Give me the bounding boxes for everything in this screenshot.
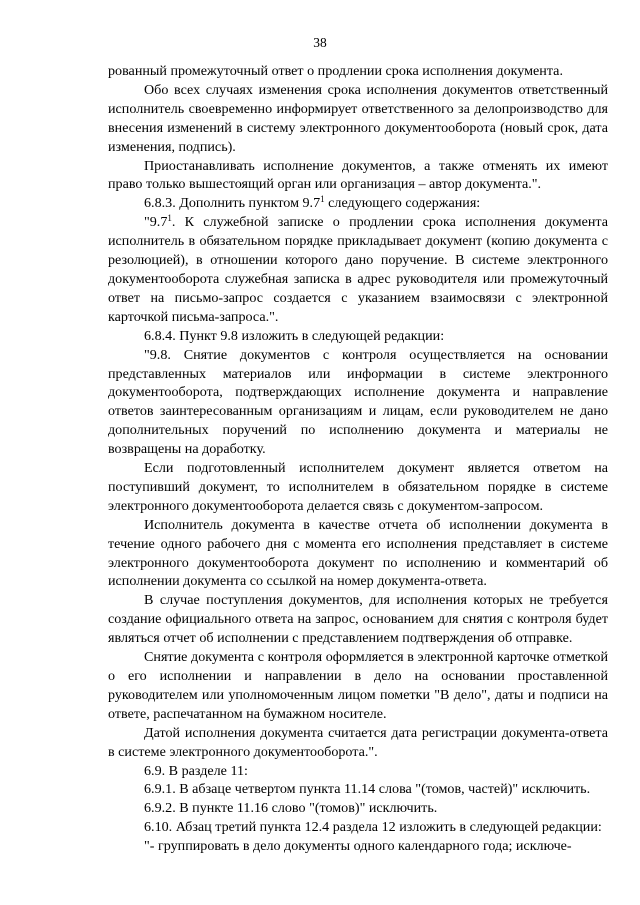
paragraph: Обо всех случаях изменения срока исполнения документов ответственный исполнитель своевременно информирует ответственного за делопроизводство для внесения изменений в систему электронного документооборота (новый срок, дата изменения, подпись).: [108, 81, 608, 155]
paragraph: "- группировать в дело документы одного календарного года; исключе-: [144, 838, 572, 855]
paragraph: 6.9.1. В абзаце четвертом пункта 11.14 слова "(томов, частей)" исключить.: [144, 781, 591, 798]
paragraph: В случае поступления документов, для исполнения которых не требуется создание официального ответа на запрос, основанием для снятия с контроля будет являться отчет об исполнении с представлением подтверждения об отправке.: [108, 592, 608, 647]
paragraph: 6.9. В разделе 11:: [144, 762, 248, 779]
paragraph: Снятие документа с контроля оформляется в электронной карточке отметкой о его исполнении и направлении в дело на основании проставленной руководителем или уполномоченным лицом пометки "В дело", даты и подписи на ответе, распечатанном на бумажном носителе.: [108, 649, 608, 722]
paragraph: рованный промежуточный ответ о продлении срока исполнения документа.: [108, 63, 563, 79]
paragraph: Приостанавливать исполнение документов, а также отменять их имеют право только вышестоящий орган или организация – автор документа.".: [108, 157, 608, 193]
text-run: "9.7: [144, 214, 168, 231]
superscript: 1: [167, 213, 172, 224]
text-run: . К служебной записке о продлении срока исполнения документа исполнитель в обязательном порядке прикладывает документ (копию документа с резолюцией), в отношении которого дано поручение. В системе электронного документооборота служебная записка в адрес руководителя или промежуточный ответ на письмо-запрос создается с указанием взаимосвязи с электронной карточкой письма-запроса.".: [108, 214, 608, 325]
paragraph: Датой исполнения документа считается дата регистрации документа-ответа в системе электронного документооборота.".: [108, 724, 608, 760]
document-body: [108, 62, 608, 856]
paragraph: 6.8.4. Пункт 9.8 изложить в следующей редакции:: [144, 327, 445, 344]
paragraph: 6.9.2. В пункте 11.16 слово "(томов)" исключить.: [144, 800, 438, 817]
paragraph: "9.8. Снятие документов с контроля осуществляется на основании представленных материалов или информации в системе электронного документооборота, подтверждающих исполнение документа и направление ответов заинтересованным организациям и лицам, если руководителем не дано дополнительных поручений по исполнению документа и материалы не возвращены на доработку.: [108, 346, 608, 458]
paragraph: [108, 213, 608, 326]
text-run: следующего содержания:: [324, 195, 481, 212]
page-number: 38: [313, 35, 327, 50]
paragraph: [108, 194, 608, 213]
text-run: 6.8.3. Дополнить пунктом 9.7: [144, 195, 321, 212]
paragraph: Если подготовленный исполнителем документ является ответом на поступивший документ, то исполнителем в обязательном порядке в системе электронного документооборота делается связь с документом-запросом.: [108, 460, 608, 514]
superscript: 1: [320, 194, 325, 205]
paragraph: 6.10. Абзац третий пункта 12.4 раздела 12 изложить в следующей редакции:: [144, 819, 602, 836]
paragraph: Исполнитель документа в качестве отчета об исполнении документа в течение одного рабочего дня с момента его исполнения представляет в системе электронного документооборота документ по исполнению и комментарий об исполнении документа со ссылкой на номер документа-ответа.: [108, 516, 608, 590]
